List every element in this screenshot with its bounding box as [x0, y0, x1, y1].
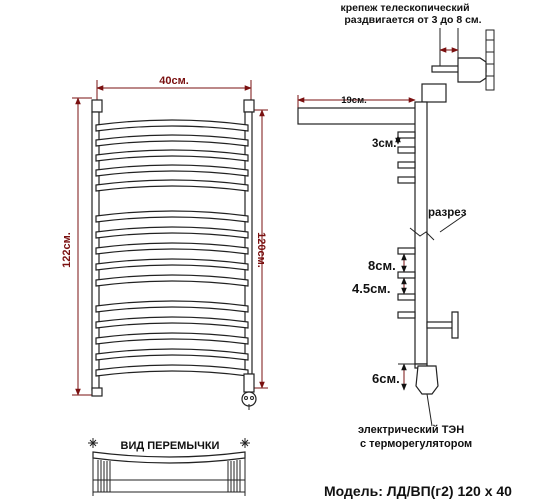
- gap-label-2: 4.5см.: [352, 281, 391, 296]
- wall: [486, 30, 494, 90]
- side-rungs-top: [398, 132, 415, 183]
- front-heater-body: [244, 374, 254, 392]
- front-view: [61, 75, 268, 410]
- heater-note-line1: электрический ТЭН: [358, 424, 465, 436]
- inner-height-label: 120см.: [255, 232, 267, 268]
- jumper-rungs: [98, 460, 240, 492]
- top-shelf: [298, 108, 416, 124]
- jumper-right-mount-icon: [240, 438, 250, 448]
- heater-note-line2: с терморегулятором: [360, 438, 473, 450]
- right-rail: [245, 112, 252, 374]
- side-heater: [416, 366, 438, 394]
- jumper-view: [88, 438, 250, 496]
- width-label: 40см.: [159, 75, 189, 87]
- rung-depth-label: 3см.: [372, 138, 397, 150]
- bottom-left-mount: [92, 388, 102, 396]
- bracket-note-line2: раздвигается от 3 до 8 см.: [344, 14, 482, 26]
- gap-label-1: 8см.: [368, 258, 396, 273]
- top-left-mount: [92, 100, 102, 112]
- side-view: [298, 2, 494, 450]
- section-label: разрез: [428, 207, 467, 219]
- outer-height-label: 122см.: [61, 232, 73, 268]
- model-label: Модель: ЛД/ВП(г2) 120 х 40: [324, 483, 512, 499]
- jumper-crossbar: [93, 452, 245, 463]
- front-rungs: [96, 120, 248, 376]
- top-right-mount: [244, 100, 254, 112]
- jumper-left-mount-icon: [88, 438, 98, 448]
- top-wall-flange: [458, 58, 486, 82]
- side-rungs-bottom: [398, 248, 415, 318]
- front-heater-knob: [242, 392, 256, 406]
- jumper-view-title: ВИД ПЕРЕМЫЧКИ: [120, 440, 220, 452]
- bracket-note-line1: крепеж телескопический: [340, 2, 470, 14]
- heater-offset-label: 6см.: [372, 371, 400, 386]
- depth-label: 19см.: [341, 95, 367, 106]
